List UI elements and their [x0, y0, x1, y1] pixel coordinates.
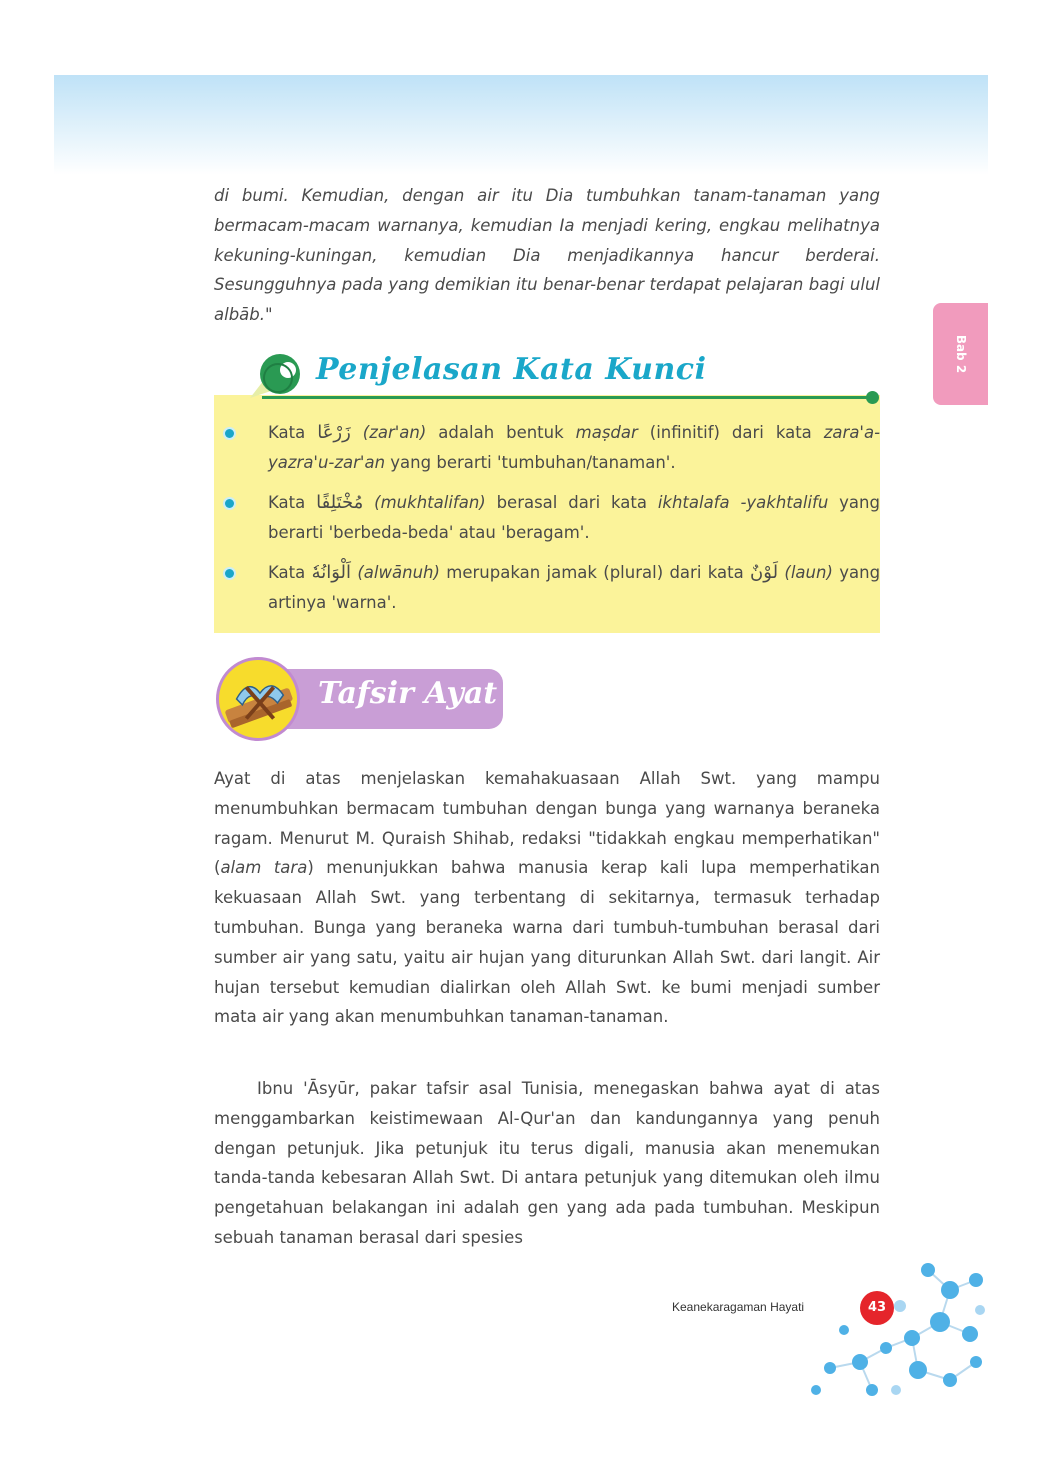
keyword-prefix: Kata: [268, 423, 306, 442]
verse-translation: di bumi. Kemudian, dengan air itu Dia tumbuhkan tanam-tanaman yang bermacam-macam warnanya, kemudian Ia menjadi kering, engkau melihatnya kekuning-kuningan, kemudian Dia menjadikannya hancur berderai. Sesungguhnya pada yang demikian itu benar-benar terdapat pelajaran bagi ulul albāb.": [214, 186, 880, 325]
keyword-item: [214, 488, 880, 548]
bullet-icon: [225, 429, 234, 438]
keyword-section-title: Penjelasan Kata Kunci: [316, 352, 707, 387]
keyword-arabic: مُخْتَلِفًا: [316, 492, 364, 513]
body-text: ) menunjukkan bahwa manusia kerap kali lupa memperhatikan kekuasaan Allah Swt. yang terbentang di sekitarnya, termasuk terhadap tumbuhan. Bunga yang beraneka warna dari tumbuh-tumbuhan berasal dari sumber air yang satu, yaitu air hujan yang diturunkan Allah Swt. dari langit. Air hujan tersebut kemudian dialirkan oleh Allah Swt. ke bumi menjadi sumber mata air yang akan menumbuhkan tanaman-tanaman.: [214, 858, 880, 1027]
keyword-text: yang berarti 'berbeda-beda' atau 'beragam'.: [268, 493, 880, 542]
body-paragraph: Ibnu 'Āsyūr, pakar tafsir asal Tunisia, menegaskan bahwa ayat di atas menggambarkan keistimewaan Al-Qur'an dan kandungannya yang penuh dengan petunjuk. Jika petunjuk itu terus digali, manusia akan menemukan tanda-tanda kebesaran Allah Swt. Di antara petunjuk yang ditemukan oleh ilmu pengetahuan belakangan ini adalah gen yang ada pada tumbuhan. Meskipun sebuah tanaman berasal dari spesies: [214, 1079, 880, 1247]
molecule-decoration: [800, 1250, 990, 1410]
keyword-underline-dot: [866, 391, 879, 404]
chapter-tab-label: Bab 2: [953, 334, 968, 374]
keyword-text: yang artinya 'warna'.: [268, 563, 881, 612]
quran-on-stand-icon: [216, 657, 300, 741]
keyword-arabic: لَوْنٌ: [750, 562, 779, 583]
keyword-term: (laun): [784, 563, 833, 582]
keyword-transliteration: (alwānuh): [357, 563, 440, 582]
keyword-list: [214, 418, 880, 628]
keyword-text: adalah bentuk: [438, 423, 564, 442]
keyword-title-underline: [262, 396, 874, 399]
bullet-icon: [225, 499, 234, 508]
header-band: [54, 75, 988, 175]
keyword-term: maṣdar: [575, 423, 638, 442]
keyword-prefix: Kata: [268, 493, 306, 512]
footer-chapter-title: Keanekaragaman Hayati: [672, 1300, 805, 1314]
keyword-text: merupakan jamak (plural) dari kata: [446, 563, 744, 582]
tafsir-section-title: Tafsir Ayat: [318, 676, 498, 711]
keyword-arabic: زَرْعًا: [317, 422, 351, 443]
page-number-badge: 43: [860, 1291, 894, 1325]
keyword-item: [214, 418, 880, 478]
keyword-term: zara'a-yazra'u-zar'an: [268, 423, 881, 472]
keyword-arabic: اَلْوَانُهٗ: [311, 562, 352, 583]
body-text: Ayat di atas menjelaskan kemahakuasaan Allah Swt. yang mampu menumbuhkan bermacam tumbuhan dengan bunga yang warnanya beraneka ragam. Menurut M. Quraish Shihab, redaksi "tidakkah engkau memperhatikan" (: [214, 769, 880, 878]
keyword-term: ikhtalafa -yakhtalifu: [657, 493, 829, 512]
keyword-item: [214, 558, 880, 618]
body-term: alam tara: [220, 858, 308, 878]
keyword-transliteration: (mukhtalifan): [374, 493, 486, 512]
keyword-transliteration: (zar'an): [362, 423, 427, 442]
body-paragraph: [214, 764, 880, 1032]
keyword-text: berasal dari kata: [496, 493, 647, 512]
keyword-text: (infinitif) dari kata: [649, 423, 812, 442]
bullet-icon: [225, 569, 234, 578]
keyword-prefix: Kata: [268, 563, 306, 582]
magnifier-icon: [250, 350, 310, 400]
keyword-text: yang berarti 'tumbuhan/tanaman'.: [390, 453, 676, 472]
chapter-tab: [933, 303, 988, 405]
